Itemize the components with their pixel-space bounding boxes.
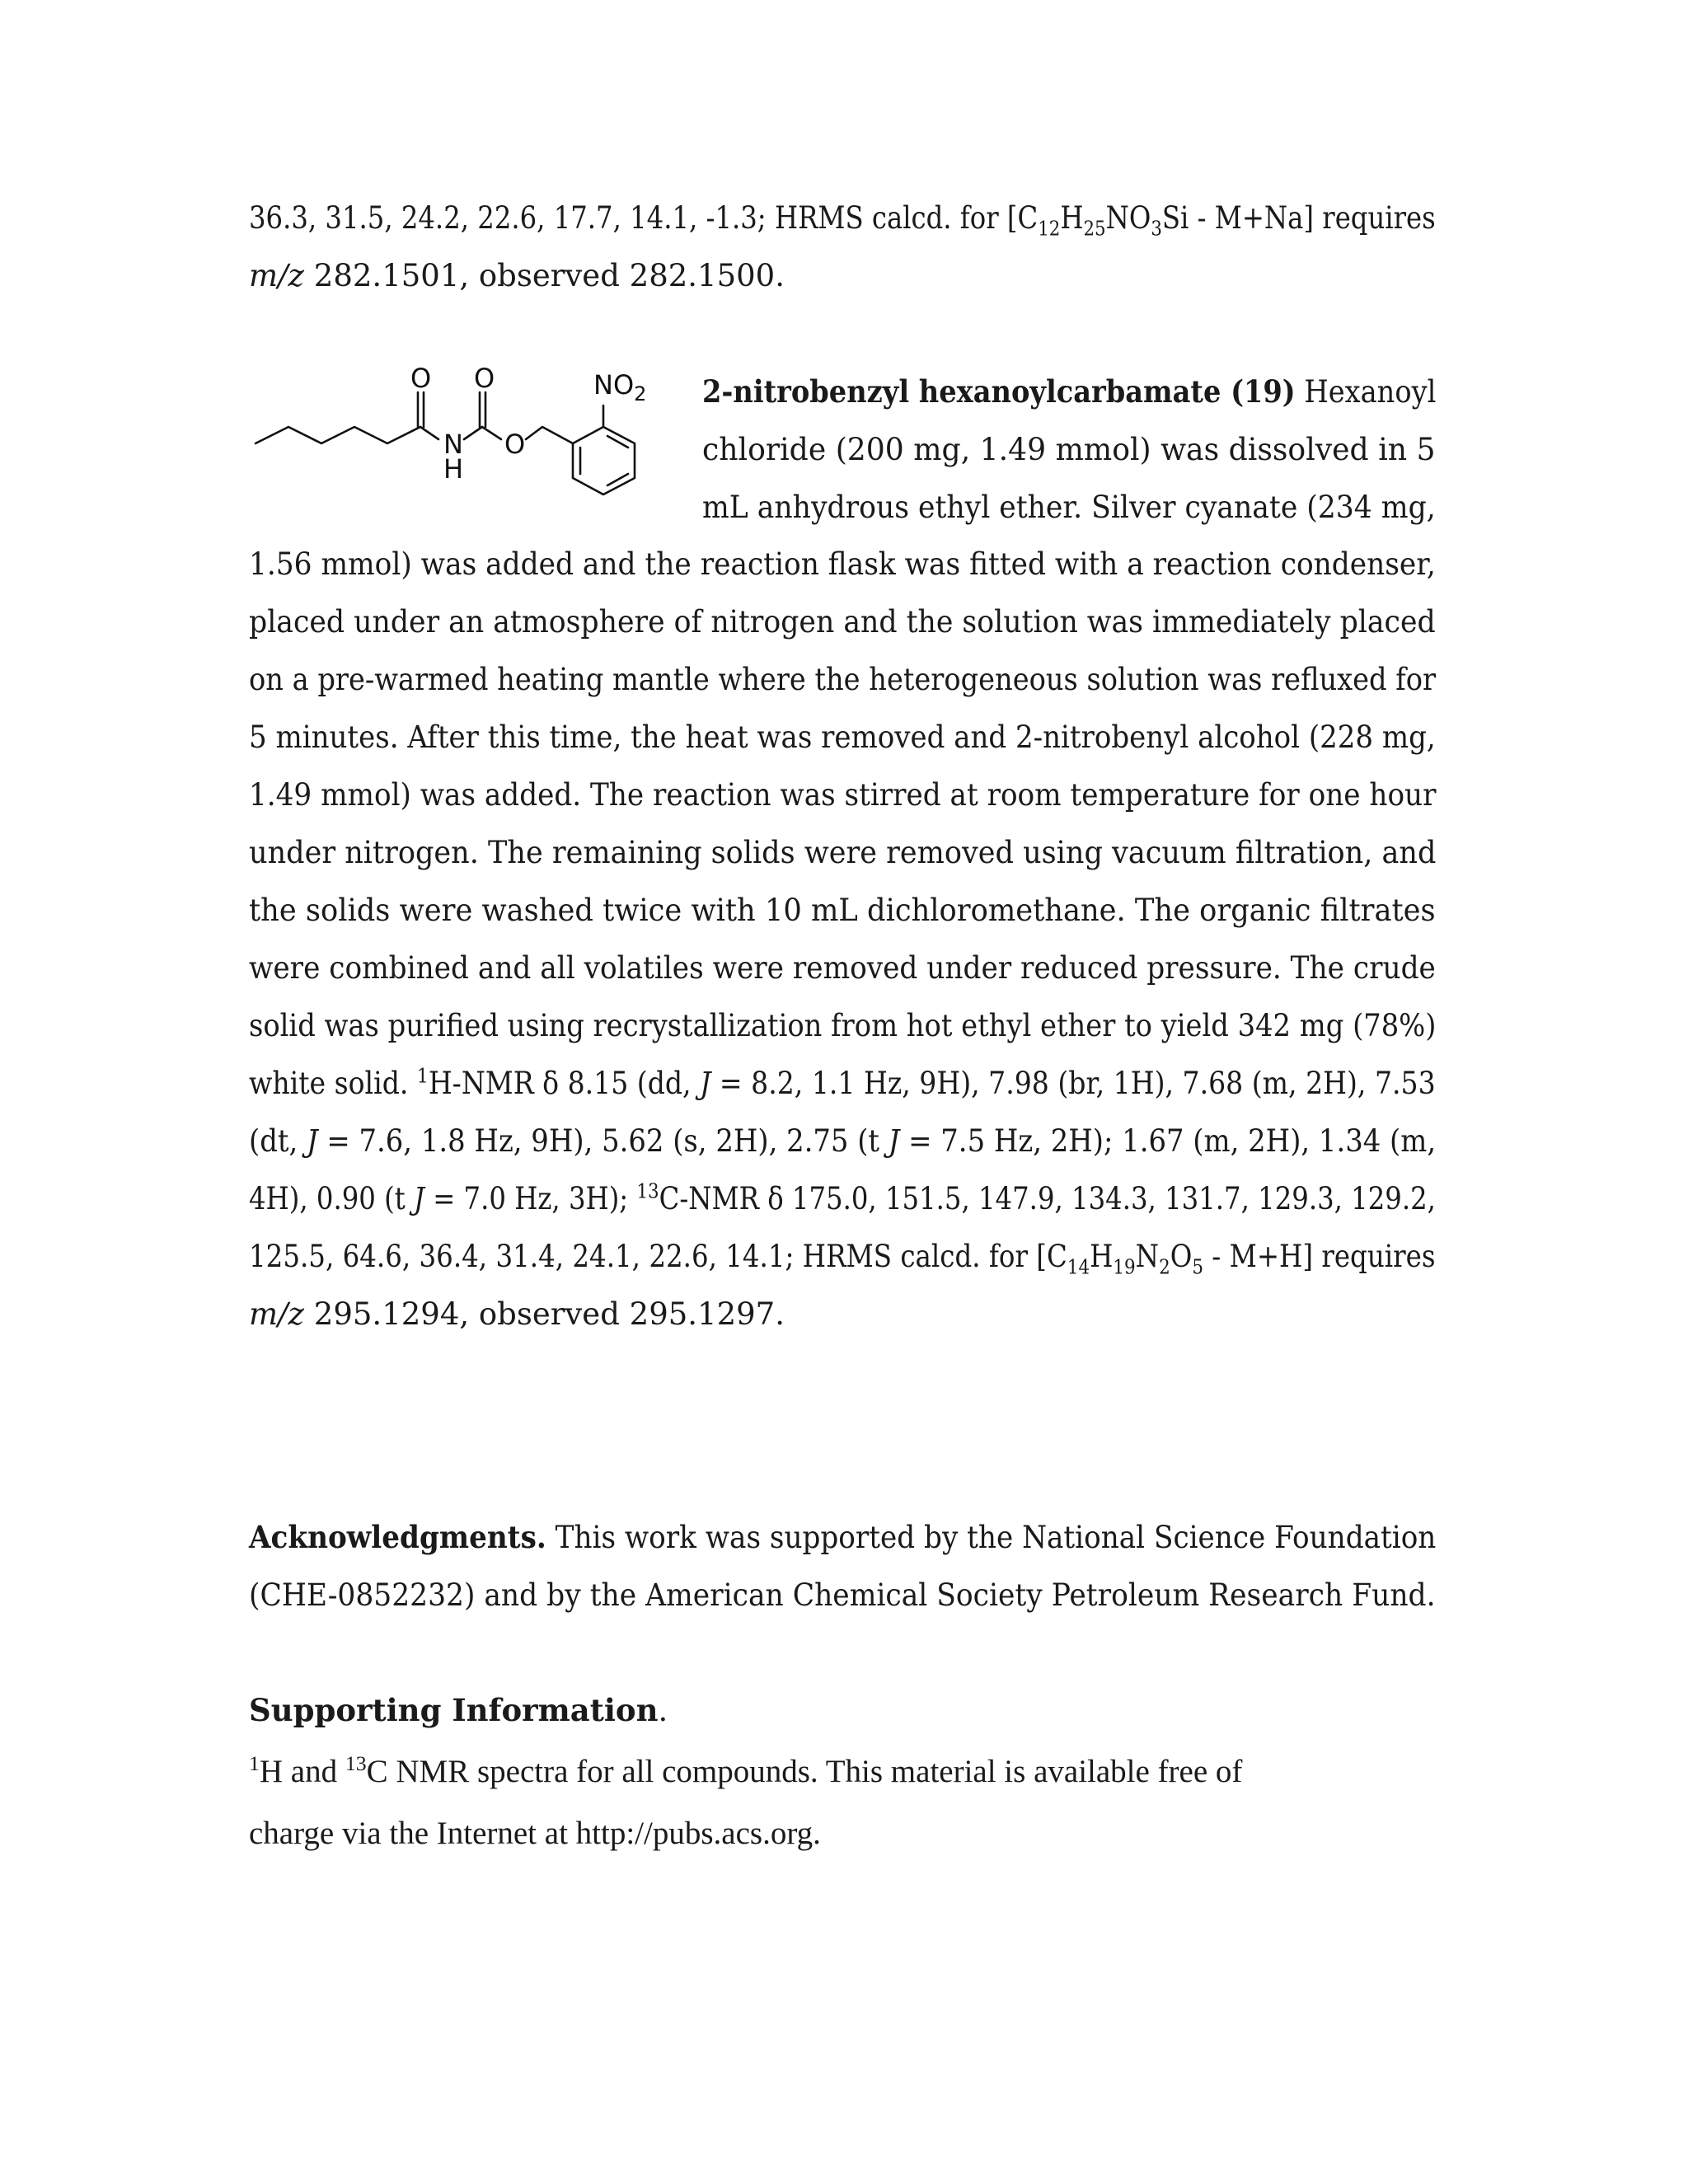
supporting-info-heading-block — [249, 1681, 1436, 1740]
text-line: 5 minutes. After this time, the heat was removed and 2-nitrobenyl alcohol (228 mg, — [249, 719, 1436, 755]
subscript: 19 — [1113, 1254, 1136, 1279]
subscript: 25 — [1083, 216, 1106, 241]
text-run: 125.5, 64.6, 36.4, 31.4, 24.1, 22.6, 14.1; HRMS calcd. for [C — [249, 1239, 1067, 1274]
subscript: 5 — [1192, 1254, 1203, 1279]
text-run: H-NMR δ 8.15 (dd, — [428, 1066, 701, 1101]
nitrogen-label: N — [443, 429, 463, 460]
text-run: 4H), 0.90 (t — [249, 1181, 414, 1216]
subscript: 14 — [1067, 1254, 1090, 1279]
text-line — [249, 1741, 1452, 1802]
subscript: 2 — [1159, 1254, 1170, 1279]
text-run: H — [1060, 200, 1084, 236]
text-run: = 7.5 Hz, 2H); 1.67 (m, 2H), 1.34 (m, — [899, 1123, 1437, 1159]
text-line: (CHE-0852232) and by the American Chemical Society Petroleum Research Fund. — [249, 1577, 1436, 1613]
compound-paragraph-body — [249, 536, 1436, 1343]
text-line — [249, 1508, 1437, 1567]
text-run: - M+H] requires — [1203, 1239, 1436, 1274]
text-run: N — [1135, 1239, 1160, 1274]
italic-run: J — [700, 1066, 711, 1101]
text-line — [249, 1228, 1436, 1286]
text-line — [249, 247, 1436, 305]
italic-run: m/z — [249, 258, 305, 293]
superscript: 1 — [416, 1063, 429, 1088]
superscript: 13 — [636, 1179, 659, 1203]
text-run: (dt, — [249, 1123, 307, 1159]
text-run: C-NMR δ 175.0, 151.5, 147.9, 134.3, 131.7, 129.3, 129.2, — [659, 1181, 1436, 1216]
italic-run: m/z — [249, 1296, 305, 1332]
oxygen-label: O — [410, 363, 432, 394]
text-line — [249, 190, 1436, 247]
text-run: 282.1501, observed 282.1500. — [304, 258, 785, 293]
text-line — [249, 1681, 1436, 1740]
text-run: white solid. — [249, 1066, 417, 1101]
text-run: Hexanoyl — [1295, 374, 1437, 410]
superscript: 13 — [345, 1751, 367, 1775]
oxygen-label: O — [504, 429, 526, 460]
text-run: C NMR spectra for all compounds. This material is available free of — [366, 1754, 1243, 1789]
text-run: 295.1294, observed 295.1297. — [304, 1296, 785, 1332]
section-heading: Supporting Information — [249, 1692, 659, 1728]
text-run: 36.3, 31.5, 24.2, 22.6, 17.7, 14.1, -1.3; HRMS calcd. for [C — [249, 200, 1039, 236]
text-line: were combined and all volatiles were removed under reduced pressure. The crude — [249, 950, 1436, 986]
italic-run: J — [307, 1123, 318, 1159]
text-line: 1.56 mmol) was added and the reaction flask was fitted with a reaction condenser, — [249, 546, 1436, 582]
text-line: mL anhydrous ethyl ether. Silver cyanate (234 mg, — [702, 490, 1436, 525]
text-line: 1.49 mmol) was added. The reaction was stirred at room temperature for one hour — [249, 777, 1437, 813]
italic-run: J — [413, 1181, 424, 1216]
text-line — [249, 1170, 1436, 1228]
supporting-info-body — [249, 1741, 1452, 1864]
compound-name: 2-nitrobenzyl hexanoylcarbamate (19) — [702, 373, 1296, 410]
text-run: = 8.2, 1.1 Hz, 9H), 7.98 (br, 1H), 7.68 (m, 2H), 7.53 — [710, 1066, 1436, 1101]
subscript: 12 — [1038, 216, 1061, 241]
oxygen-label: O — [474, 363, 495, 394]
text-line — [249, 1055, 1436, 1113]
text-run: H and — [259, 1754, 345, 1789]
text-line — [249, 1286, 1436, 1343]
text-run: Si - M+Na] requires — [1161, 200, 1436, 236]
text-line: solid was purified using recrystallization from hot ethyl ether to yield 342 mg (78%) — [249, 1008, 1437, 1043]
previous-compound-data — [249, 190, 1436, 305]
text-line: the solids were washed twice with 10 mL dichloromethane. The organic filtrates — [249, 893, 1436, 928]
text-run: This work was supported by the National Science Foundation — [546, 1520, 1437, 1555]
text-line — [702, 363, 1437, 421]
text-line: on a pre-warmed heating mantle where the heterogeneous solution was refluxed for — [249, 662, 1437, 697]
text-line — [249, 1113, 1437, 1170]
hydrogen-label: H — [443, 453, 464, 485]
text-line: placed under an atmosphere of nitrogen and the solution was immediately placed — [249, 604, 1436, 640]
text-run: = 7.6, 1.8 Hz, 9H), 5.62 (s, 2H), 2.75 (t — [317, 1123, 889, 1159]
italic-run: J — [888, 1123, 900, 1159]
text-run: H — [1090, 1239, 1114, 1274]
acknowledgments-section — [249, 1508, 1436, 1624]
text-run: NO — [1105, 200, 1151, 236]
compound-paragraph-side — [702, 363, 1436, 537]
subscript: 3 — [1151, 216, 1162, 241]
nitro-group-label: $NO_2$ — [593, 369, 647, 405]
superscript: 1 — [249, 1751, 260, 1775]
section-heading: Acknowledgments. — [249, 1519, 546, 1555]
text-line: chloride (200 mg, 1.49 mmol) was dissolved in 5 — [702, 432, 1436, 467]
text-line: charge via the Internet at http://pubs.acs.org. — [249, 1816, 821, 1851]
text-run: O — [1170, 1239, 1193, 1274]
text-line: under nitrogen. The remaining solids were removed using vacuum filtration, and — [249, 835, 1437, 870]
text-run: . — [658, 1693, 668, 1728]
text-run: = 7.0 Hz, 3H); — [424, 1181, 637, 1216]
chemical-structure-diagram — [247, 363, 692, 519]
